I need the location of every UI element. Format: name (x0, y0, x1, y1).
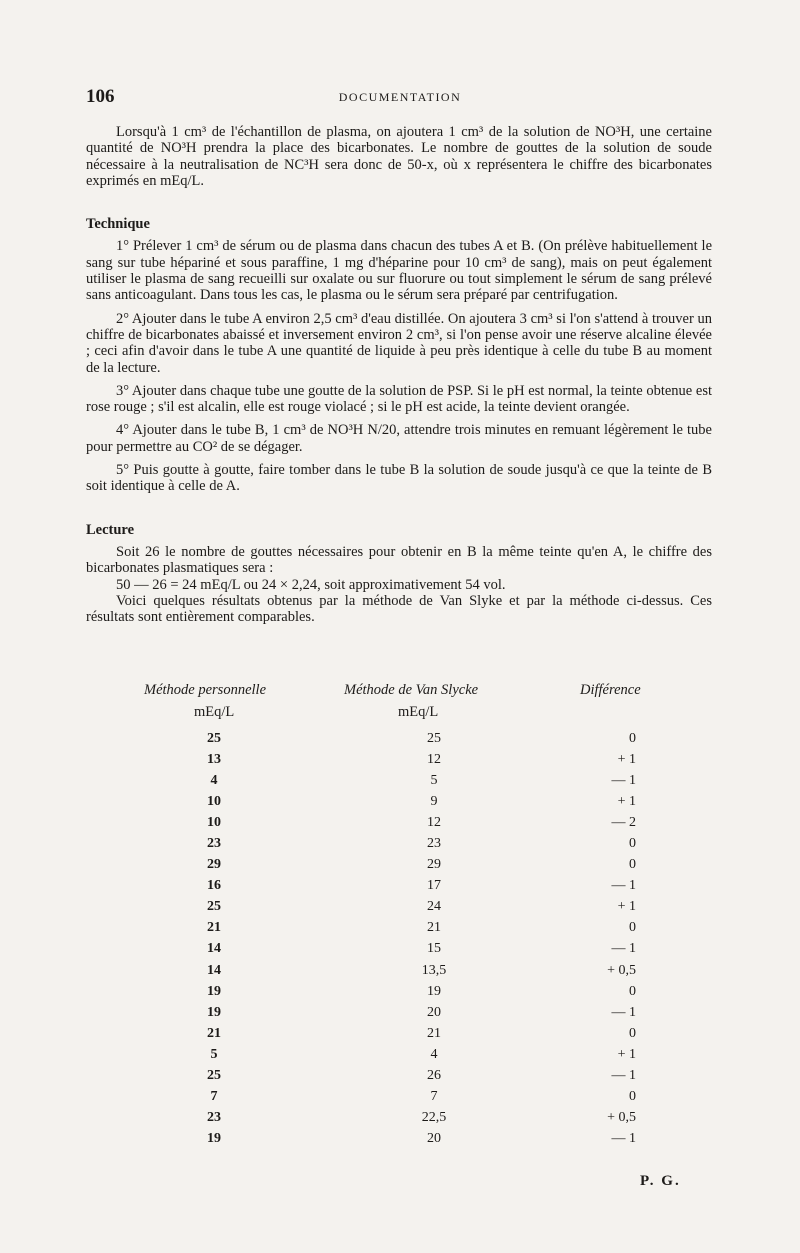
difference-value: 0 (629, 983, 636, 999)
technique-step-3: 3° Ajouter dans chaque tube une goutte de la solution de PSP. Si le pH est normal, la teinte obtenue est rose rouge ; s'il est alcalin, elle est rouge violacé ; si le pH est acide, la teinte devient orangée. (86, 382, 712, 416)
table-row (86, 770, 712, 791)
col3-header: Différence (580, 682, 641, 698)
difference-value: + 1 (617, 752, 636, 768)
van-slyke-value: 23 (427, 836, 441, 852)
table-body (86, 728, 712, 1149)
table-row (86, 960, 712, 981)
table-row (86, 875, 712, 896)
personal-method-value: 10 (207, 815, 221, 831)
page-number: 106 (86, 86, 115, 107)
personal-method-value: 19 (207, 983, 221, 999)
van-slyke-value: 20 (427, 1130, 441, 1146)
van-slyke-value: 21 (427, 920, 441, 936)
table-row (86, 981, 712, 1002)
difference-value: + 1 (617, 899, 636, 915)
difference-value: + 0,5 (607, 962, 636, 978)
van-slyke-value: 13,5 (421, 962, 447, 978)
van-slyke-value: 9 (430, 794, 438, 810)
difference-value: + 1 (617, 794, 636, 810)
technique-step-1: 1° Prélever 1 cm³ de sérum ou de plasma dans chacun des tubes A et B. (On prélève habituellement le sang sur tube hépariné et sous paraffine, 1 mg d'héparine pour 10 cm³ de sang), mais on peut également utiliser le plasma de sang recueilli sur oxalate ou sur fluorure ou tout simplement le sérum de sang prélevé sans anticoagulant. Dans tous les cas, le plasma ou le sérum sera préparé par centrifugation. (86, 238, 712, 304)
lecture-line-1: Soit 26 le nombre de gouttes nécessaires pour obtenir en B la même teinte qu'en A, le chiffre des bicarbonates plasmatiques sera : (86, 543, 712, 577)
col1-header: Méthode personnelle (144, 682, 267, 698)
table-row (86, 1086, 712, 1107)
van-slyke-value: 20 (427, 1004, 441, 1020)
van-slyke-value: 25 (427, 731, 441, 746)
van-slyke-value: 19 (427, 983, 441, 999)
van-slyke-value: 21 (427, 1025, 441, 1041)
difference-value: 0 (629, 1025, 636, 1041)
table-row (86, 749, 712, 770)
signature: P. G. (640, 1173, 681, 1189)
personal-method-value: 25 (207, 899, 221, 915)
page-header (86, 86, 714, 110)
personal-method-value: 21 (207, 1025, 221, 1041)
lecture-heading: Lecture (86, 521, 135, 538)
personal-method-value: 23 (207, 1109, 221, 1125)
table-row (86, 812, 712, 833)
personal-method-value: 13 (207, 752, 221, 768)
van-slyke-value: 12 (427, 752, 441, 768)
table-row (86, 728, 712, 749)
personal-method-value: 14 (207, 962, 221, 978)
van-slyke-value: 17 (427, 878, 441, 894)
table-row (86, 1107, 712, 1128)
col2-header: Méthode de Van Slycke (344, 682, 479, 698)
lecture-line-3: Voici quelques résultats obtenus par la méthode de Van Slyke et par la méthode ci-dessus. Ces résultats sont entièrement comparables. (86, 592, 712, 626)
difference-value: 0 (629, 836, 636, 852)
van-slyke-value: 15 (427, 941, 441, 957)
personal-method-value: 7 (210, 1088, 218, 1104)
difference-value: + 0,5 (607, 1109, 636, 1125)
table-row (86, 896, 712, 917)
personal-method-value: 19 (207, 1130, 221, 1146)
van-slyke-value: 29 (427, 857, 441, 873)
intro-paragraph: Lorsqu'à 1 cm³ de l'échantillon de plasma, on ajoutera 1 cm³ de la solution de NO³H, une certaine quantité de NO³H prendra la place des bicarbonates. Le nombre de gouttes de la solution de soude nécessaire à la neutralisation de NC³H sera donc de 50-x, où x représentera le chiffre des bicarbonates exprimés en mEq/L. (86, 124, 712, 189)
van-slyke-value: 5 (430, 773, 438, 789)
table-row (86, 833, 712, 854)
difference-value: + 1 (617, 1046, 636, 1062)
difference-value: — 1 (611, 878, 636, 894)
van-slyke-value: 24 (427, 899, 441, 915)
personal-method-value: 14 (207, 941, 221, 957)
table-row (86, 854, 712, 875)
technique-step-4: 4° Ajouter dans le tube B, 1 cm³ de NO³H N/20, attendre trois minutes en remuant légèrement le tube pour permettre au CO² de se dégager. (86, 422, 712, 455)
table-row (86, 1044, 712, 1065)
personal-method-value: 10 (207, 794, 221, 810)
van-slyke-value: 12 (427, 815, 441, 831)
table-row (86, 1128, 712, 1149)
table-row (86, 917, 712, 938)
difference-value: — 1 (611, 773, 636, 789)
table-row (86, 938, 712, 959)
difference-value: — 1 (611, 941, 636, 957)
difference-value: — 2 (611, 815, 636, 831)
personal-method-value: 25 (207, 731, 221, 746)
difference-value: — 1 (611, 1067, 636, 1083)
difference-value: 0 (629, 857, 636, 873)
table-row (86, 1065, 712, 1086)
technique-step-2: 2° Ajouter dans le tube A environ 2,5 cm³ d'eau distillée. On ajoutera 3 cm³ si l'on s'attend à trouver un chiffre de bicarbonates abaissé et inversement environ 2 cm³, si l'on pense avoir une réserve alcaline élevée ; ceci afin d'avoir dans le tube A une quantité de liquide à peu près identique à celle du tube B au moment de la lecture. (86, 310, 712, 376)
personal-method-value: 16 (207, 878, 221, 894)
table-row (86, 791, 712, 812)
difference-value: — 1 (611, 1130, 636, 1146)
van-slyke-value: 7 (430, 1088, 438, 1104)
col1-unit: mEq/L (194, 704, 235, 720)
personal-method-value: 19 (207, 1004, 221, 1020)
article-body (86, 124, 712, 625)
difference-value: 0 (629, 920, 636, 936)
personal-method-value: 5 (210, 1046, 218, 1062)
technique-heading: Technique (86, 216, 150, 233)
difference-value: — 1 (611, 1004, 636, 1020)
personal-method-value: 21 (207, 920, 221, 936)
van-slyke-value: 26 (427, 1067, 441, 1083)
difference-value: 0 (629, 731, 636, 746)
difference-value: 0 (629, 1088, 636, 1104)
van-slyke-value: 22,5 (421, 1109, 447, 1125)
technique-step-5: 5° Puis goutte à goutte, faire tomber dans le tube B la solution de soude jusqu'à ce que la teinte de B soit identique à celle de A. (86, 462, 712, 495)
table-row (86, 1023, 712, 1044)
running-title: DOCUMENTATION (338, 90, 462, 104)
table-row (86, 1002, 712, 1023)
van-slyke-value: 4 (430, 1046, 438, 1062)
lecture-line-2: 50 — 26 = 24 mEq/L ou 24 × 2,24, soit approximativement 54 vol. (116, 576, 506, 593)
personal-method-value: 29 (207, 857, 221, 873)
col2-unit: mEq/L (398, 704, 439, 720)
personal-method-value: 25 (207, 1067, 221, 1083)
personal-method-value: 23 (207, 836, 221, 852)
personal-method-value: 4 (210, 773, 218, 789)
